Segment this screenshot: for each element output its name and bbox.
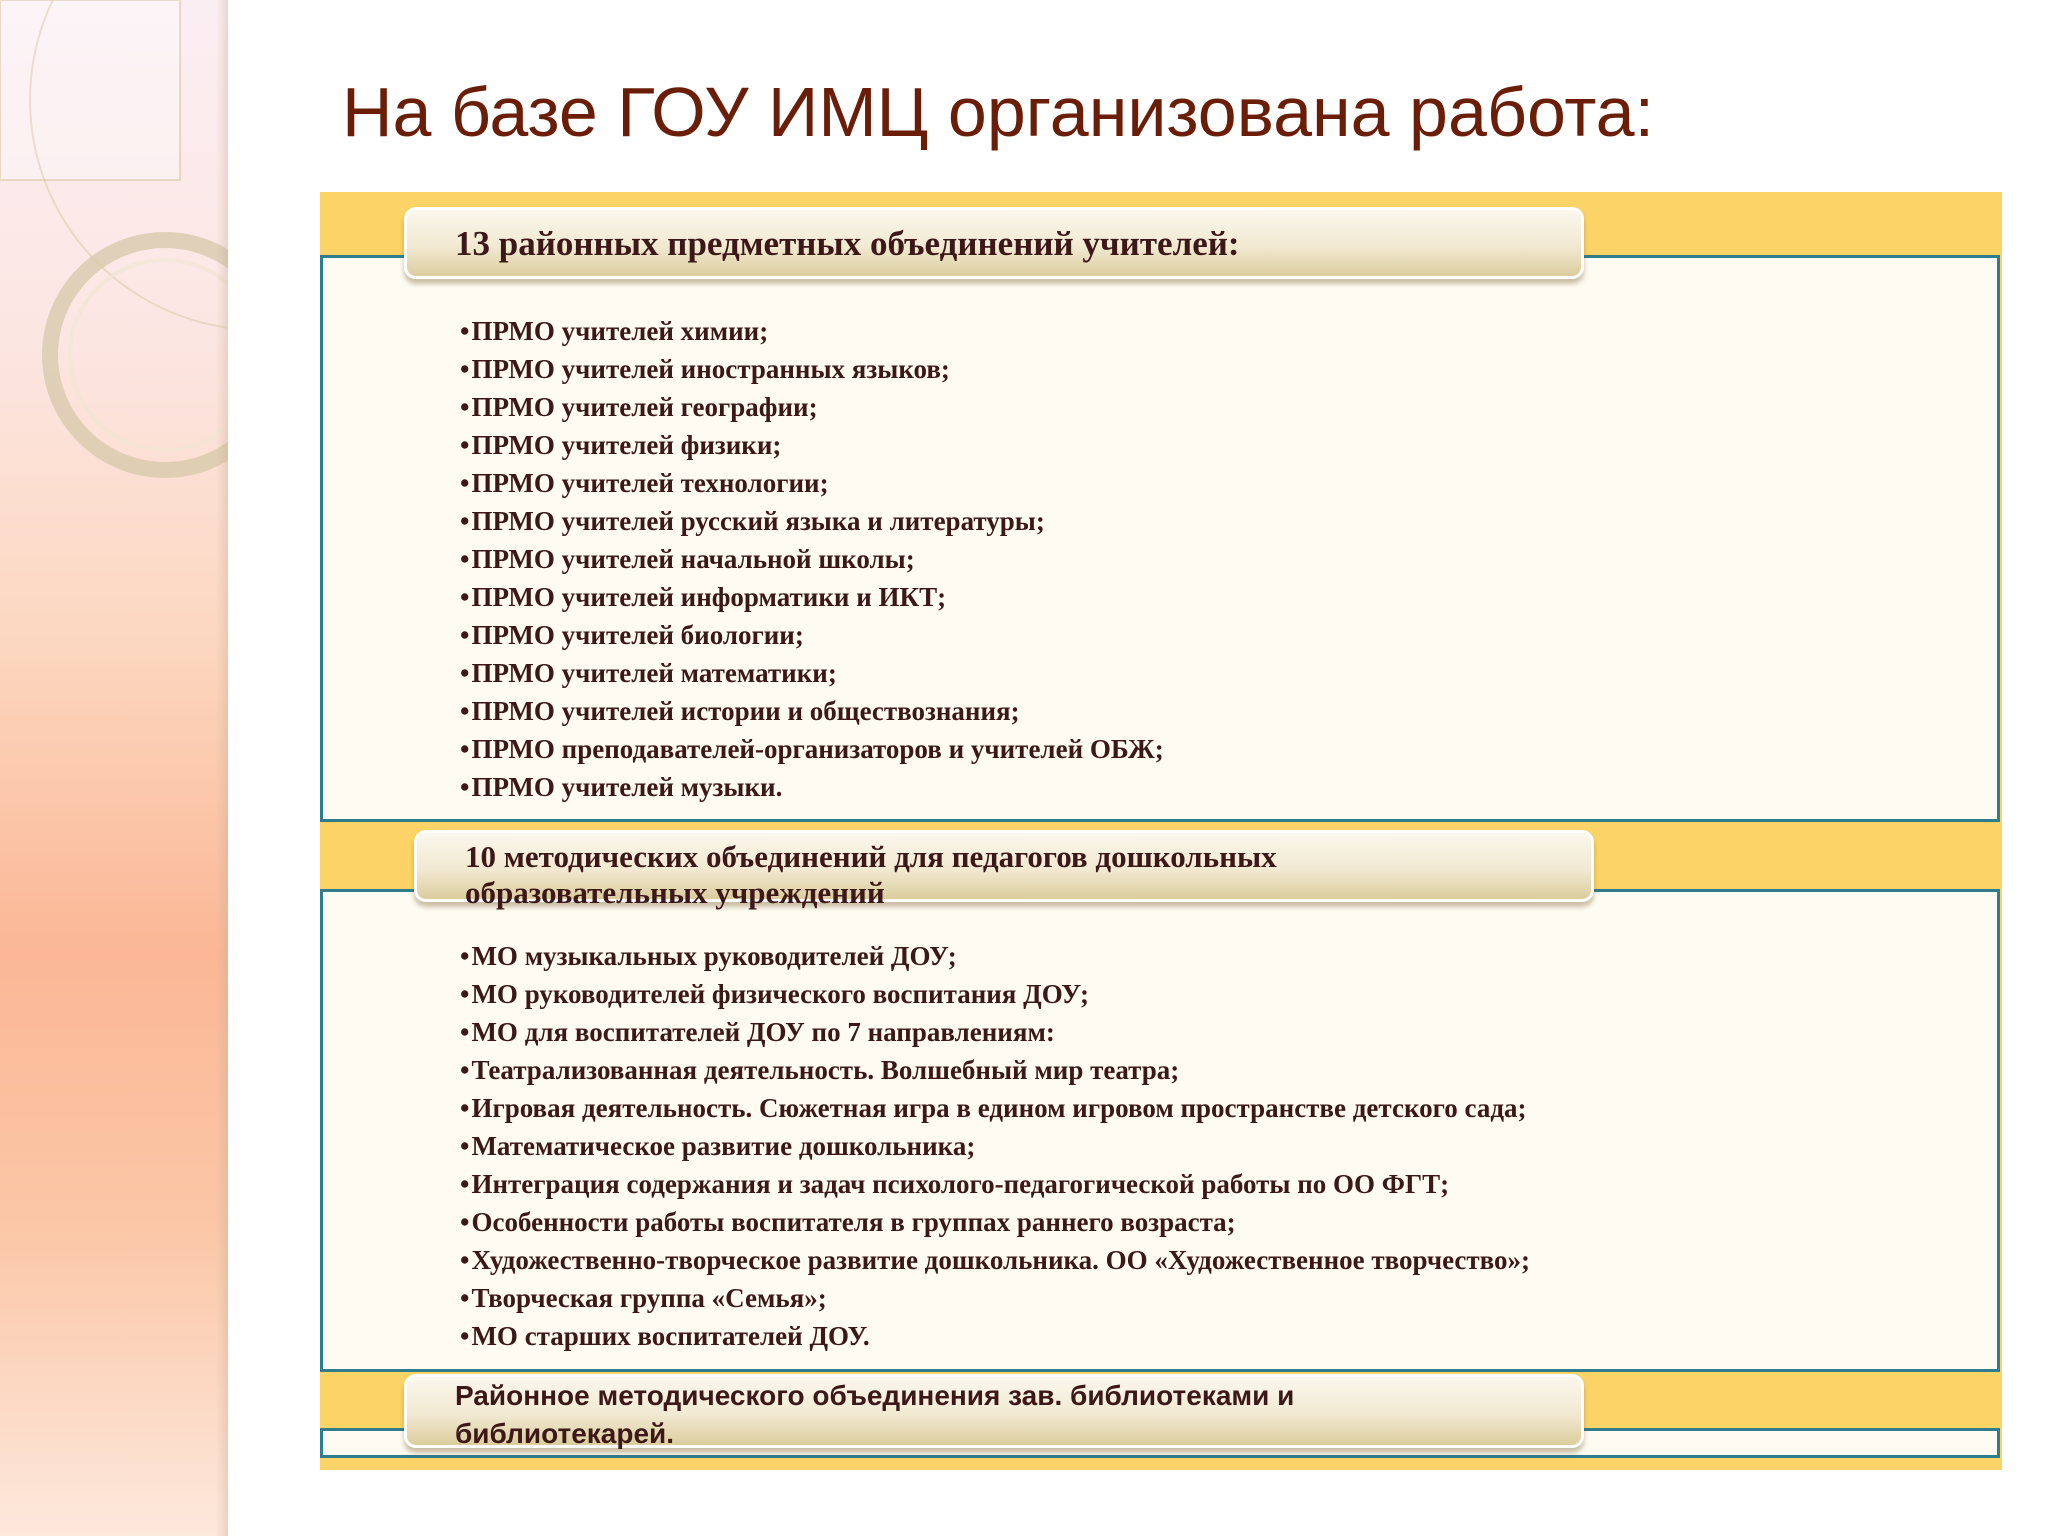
bullet: • [460,506,470,536]
bullet: • [460,941,470,971]
list-item-text: ПРМО учителей географии; [471,392,818,422]
bullet: • [460,1093,470,1123]
list-item-text: ПРМО учителей музыки. [471,772,783,802]
list-item-text: МО старших воспитателей ДОУ. [471,1321,870,1351]
list-item [460,540,1164,578]
list-item [460,975,1530,1013]
list-item [460,578,1164,616]
bullet: • [460,544,470,574]
list-item [460,1013,1530,1051]
list-item [460,1089,1530,1127]
list-item-text: ПРМО преподавателей-организаторов и учителей ОБЖ; [471,734,1164,764]
list-item-text: ПРМО учителей технологии; [471,468,829,498]
bullet: • [460,316,470,346]
list-item [460,426,1164,464]
list-item-text: ПРМО учителей начальной школы; [471,544,915,574]
list-item-text: Театрализованная деятельность. Волшебный мир театра; [471,1055,1180,1085]
section-1-heading-tab [404,207,1584,279]
section-2-heading-line-1: 10 методических объединений для педагогов дошкольных [465,839,1277,874]
decorative-rings [0,0,228,600]
list-item-text: Художественно-творческое развитие дошкольника. ОО «Художественное творчество»; [471,1245,1531,1275]
list-item-text: ПРМО учителей математики; [471,658,837,688]
list-item-text: ПРМО учителей биологии; [471,620,804,650]
section-3-heading-line-1: Районное методического объединения зав. библиотеками и [455,1380,1295,1411]
section-1-list [460,312,1164,806]
bullet: • [460,1017,470,1047]
list-item [460,1203,1530,1241]
bullet: • [460,696,470,726]
band-shadow [216,0,228,1536]
list-item [460,937,1530,975]
list-item [460,1279,1530,1317]
bullet: • [460,468,470,498]
list-item-text: ПРМО учителей истории и обществознания; [471,696,1020,726]
list-item [460,1241,1530,1279]
bullet: • [460,1245,470,1275]
list-item-text: ПРМО учителей иностранных языков; [471,354,950,384]
list-item [460,768,1164,806]
bullet: • [460,1131,470,1161]
list-item [460,1051,1530,1089]
bullet: • [460,1055,470,1085]
bullet: • [460,354,470,384]
page-title: На базе ГОУ ИМЦ организована работа: [342,73,1655,151]
section-1-heading: 13 районных предметных объединений учителей: [455,224,1240,263]
list-item-text: Математическое развитие дошкольника; [471,1131,976,1161]
bullet: • [460,1207,470,1237]
list-item [460,654,1164,692]
list-item-text: Интеграция содержания и задач психолого-педагогической работы по ОО ФГТ; [471,1169,1450,1199]
bullet: • [460,734,470,764]
bullet: • [460,1169,470,1199]
list-item-text: ПРМО учителей информатики и ИКТ; [471,582,947,612]
deco-ring [50,240,228,470]
deco-panel [0,0,180,180]
section-2-list [460,937,1530,1355]
bullet: • [460,392,470,422]
list-item [460,616,1164,654]
list-item-text: МО для воспитателей ДОУ по 7 направлениям: [471,1017,1055,1047]
list-item [460,730,1164,768]
list-item [460,464,1164,502]
bullet: • [460,979,470,1009]
list-item [460,312,1164,350]
list-item [460,502,1164,540]
section-3-heading [455,1377,1294,1453]
bullet: • [460,772,470,802]
list-item-text: ПРМО учителей химии; [471,316,769,346]
bullet: • [460,620,470,650]
list-item-text: МО музыкальных руководителей ДОУ; [471,941,957,971]
list-item [460,388,1164,426]
section-2-heading-tab [414,830,1594,910]
section-3-heading-tab [404,1374,1584,1448]
bullet: • [460,1321,470,1351]
deco-ring-inner [70,260,228,450]
list-item [460,1317,1530,1355]
list-item [460,692,1164,730]
list-item-text: Игровая деятельность. Сюжетная игра в едином игровом пространстве детского сада; [471,1093,1527,1123]
list-item-text: МО руководителей физического воспитания ДОУ; [471,979,1089,1009]
bullet: • [460,1283,470,1313]
section-2-heading-line-2: образовательных учреждений [465,875,885,910]
list-item-text: ПРМО учителей русский языка и литературы; [471,506,1045,536]
list-item [460,1165,1530,1203]
list-item-text: ПРМО учителей физики; [471,430,782,460]
list-item [460,350,1164,388]
section-3-heading-line-2: библиотекарей. [455,1418,675,1449]
bullet: • [460,658,470,688]
list-item [460,1127,1530,1165]
section-2-heading [465,839,1277,911]
list-item-text: Особенности работы воспитателя в группах раннего возраста; [471,1207,1236,1237]
list-item-text: Творческая группа «Семья»; [471,1283,827,1313]
bullet: • [460,430,470,460]
bullet: • [460,582,470,612]
